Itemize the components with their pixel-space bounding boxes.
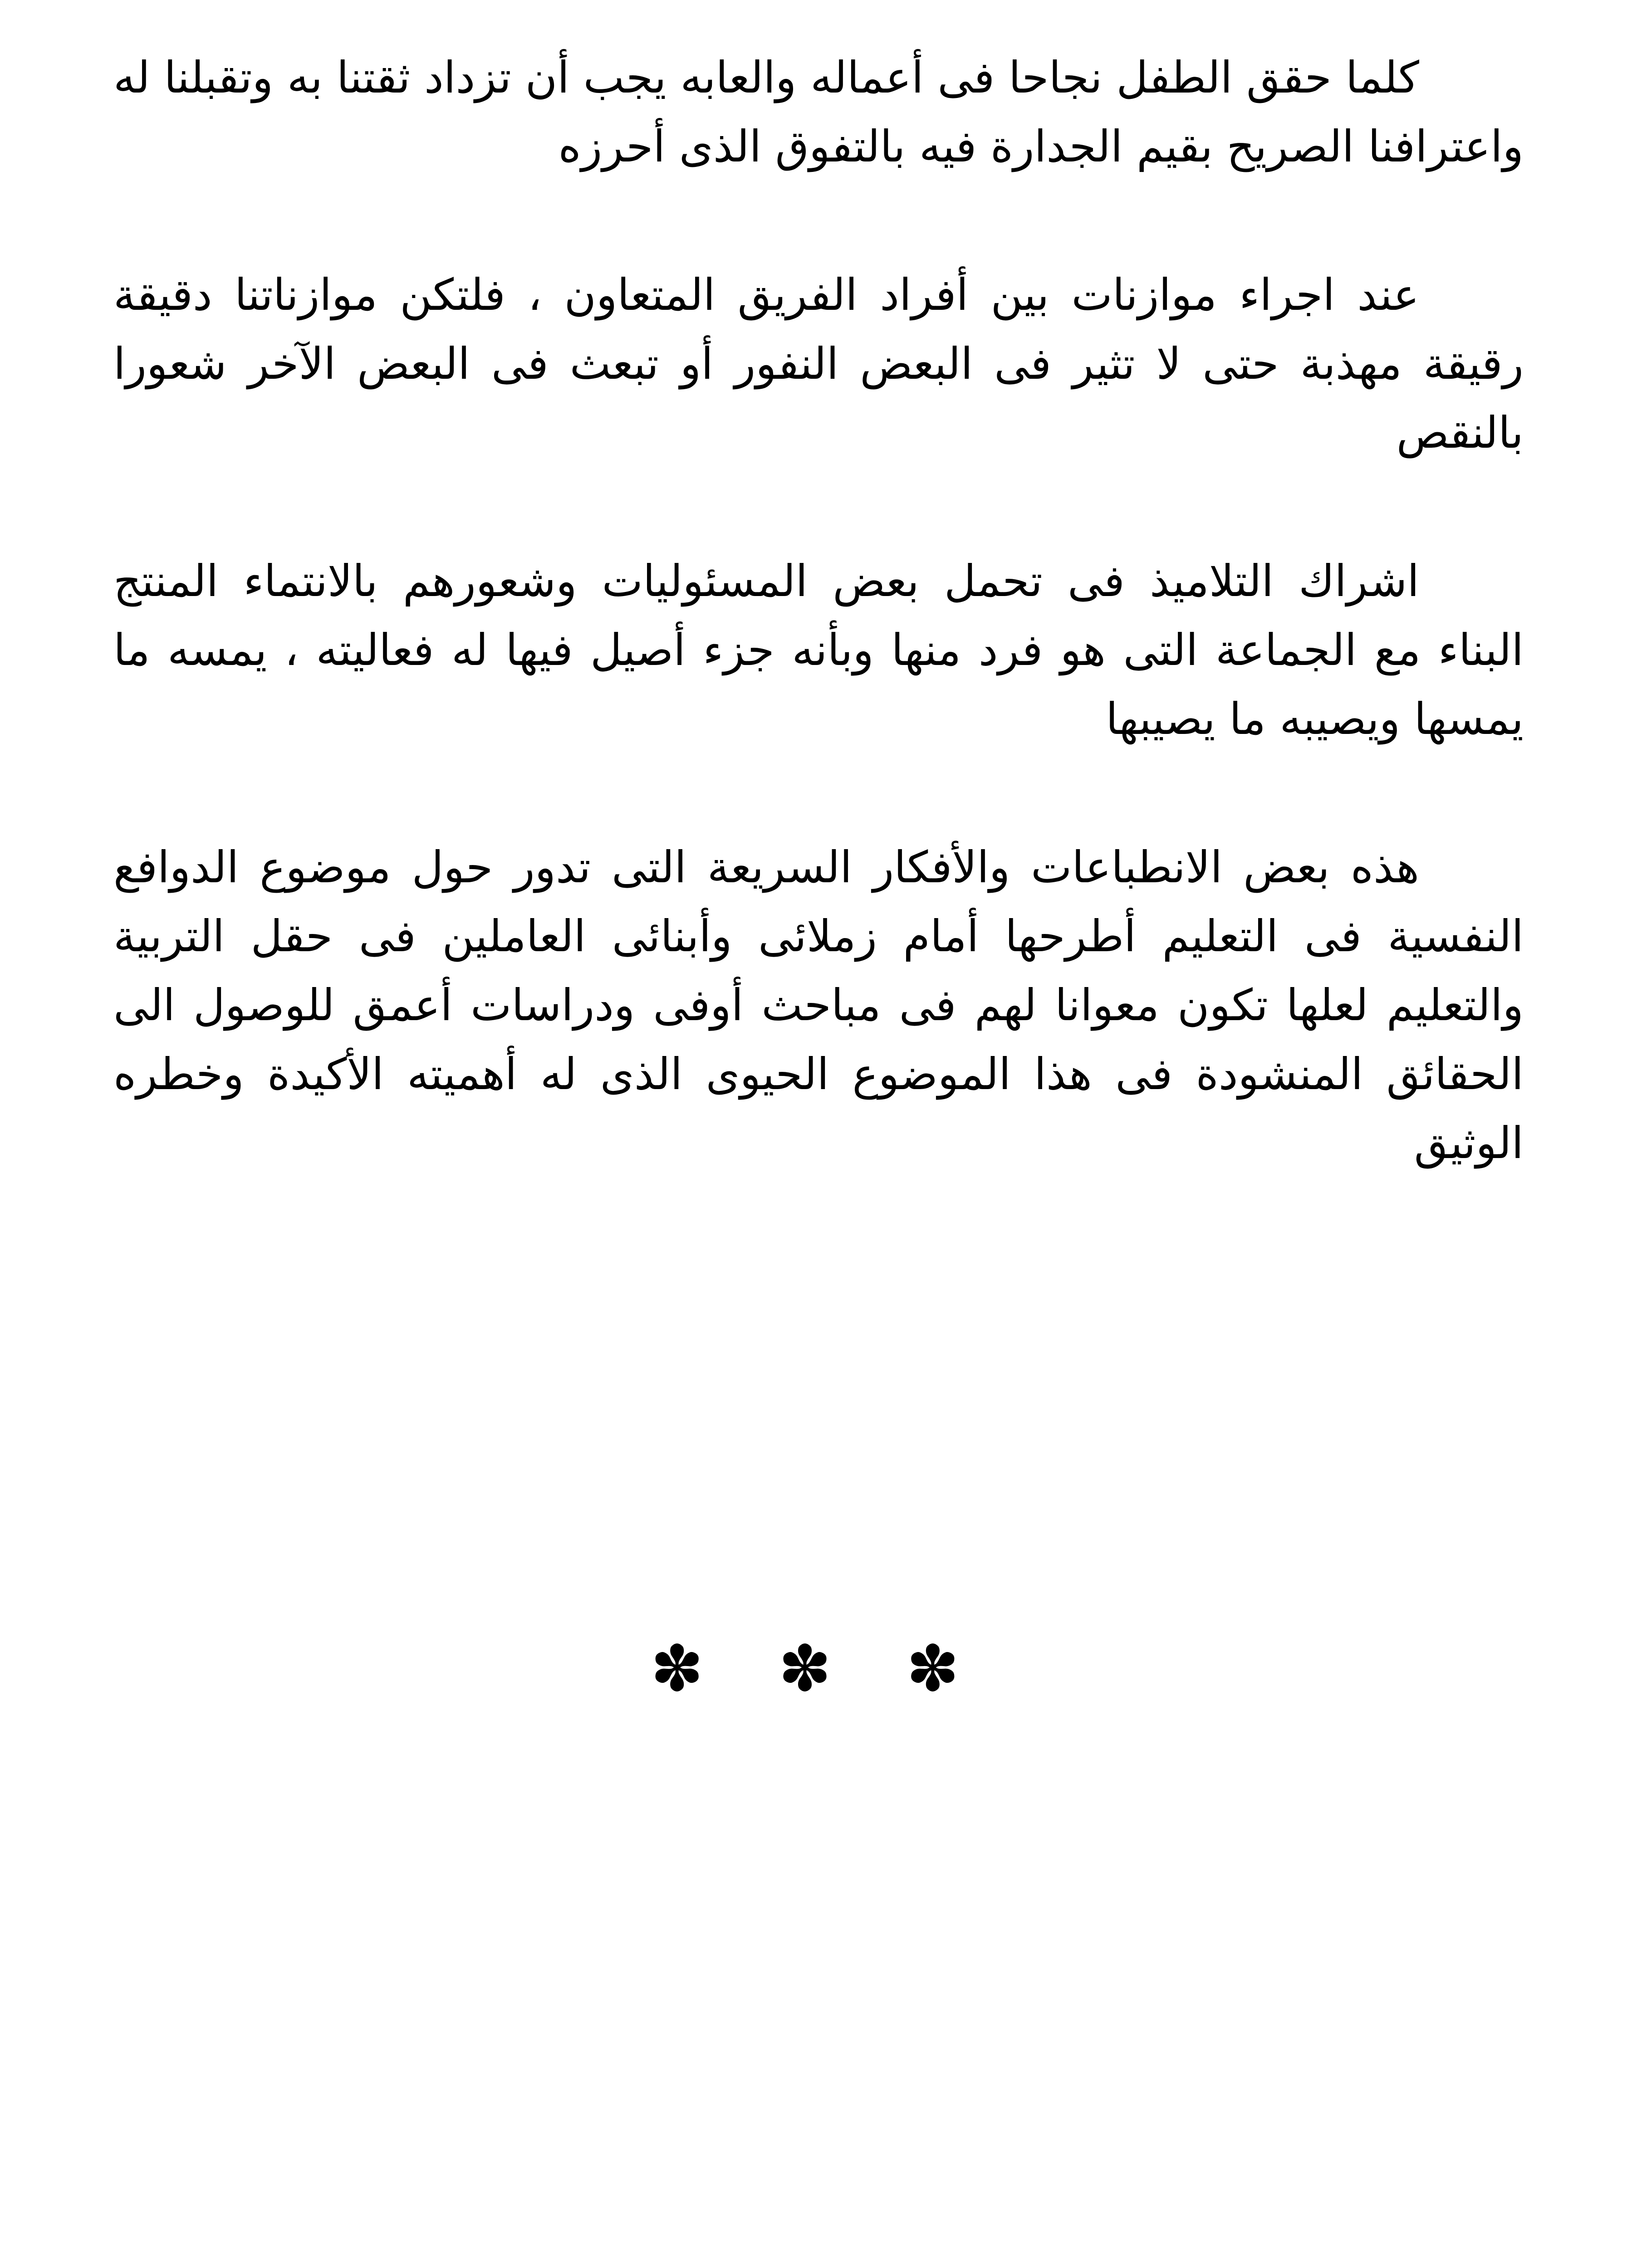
body-text [113, 43, 1524, 1257]
section-separator: ✽ ✽ ✽ [650, 1632, 987, 1706]
paragraph-2: عند اجراء موازنات بين أفراد الفريق المتعاون ، فلتكن موازناتنا دقيقة رقيقة مهذبة حتى لا تثير فى البعض النفور أو تبعث فى البعض الآخر شعورا بالنقص [113, 269, 1524, 458]
paragraph-3: اشراك التلاميذ فى تحمل بعض المسئوليات وشعورهم بالانتماء المنتج البناء مع الجماعة التى هو فرد منها وبأنه جزء أصيل فيها له فعاليته ، يمسه ما يمسها ويصيبه ما يصيبها [113, 556, 1524, 744]
paragraph-4: هذه بعض الانطباعات والأفكار السريعة التى تدور حول موضوع الدوافع النفسية فى التعليم أطرحها أمام زملائى وأبنائى العاملين فى حقل التربية والتعليم لعلها تكون معوانا لهم فى مباحث أوفى ودراسات أعمق للوصول الى الحقائق المنشودة فى هذا الموضوع الحيوى الذى له أهميته الأكيدة وخطره الوثيق [113, 842, 1524, 1168]
paragraph-1: كلما حقق الطفل نجاحا فى أعماله والعابه يجب أن تزداد ثقتنا به وتقبلنا له واعترافنا الصريح بقيم الجدارة فيه بالتفوق الذى أحرزه [113, 52, 1524, 172]
